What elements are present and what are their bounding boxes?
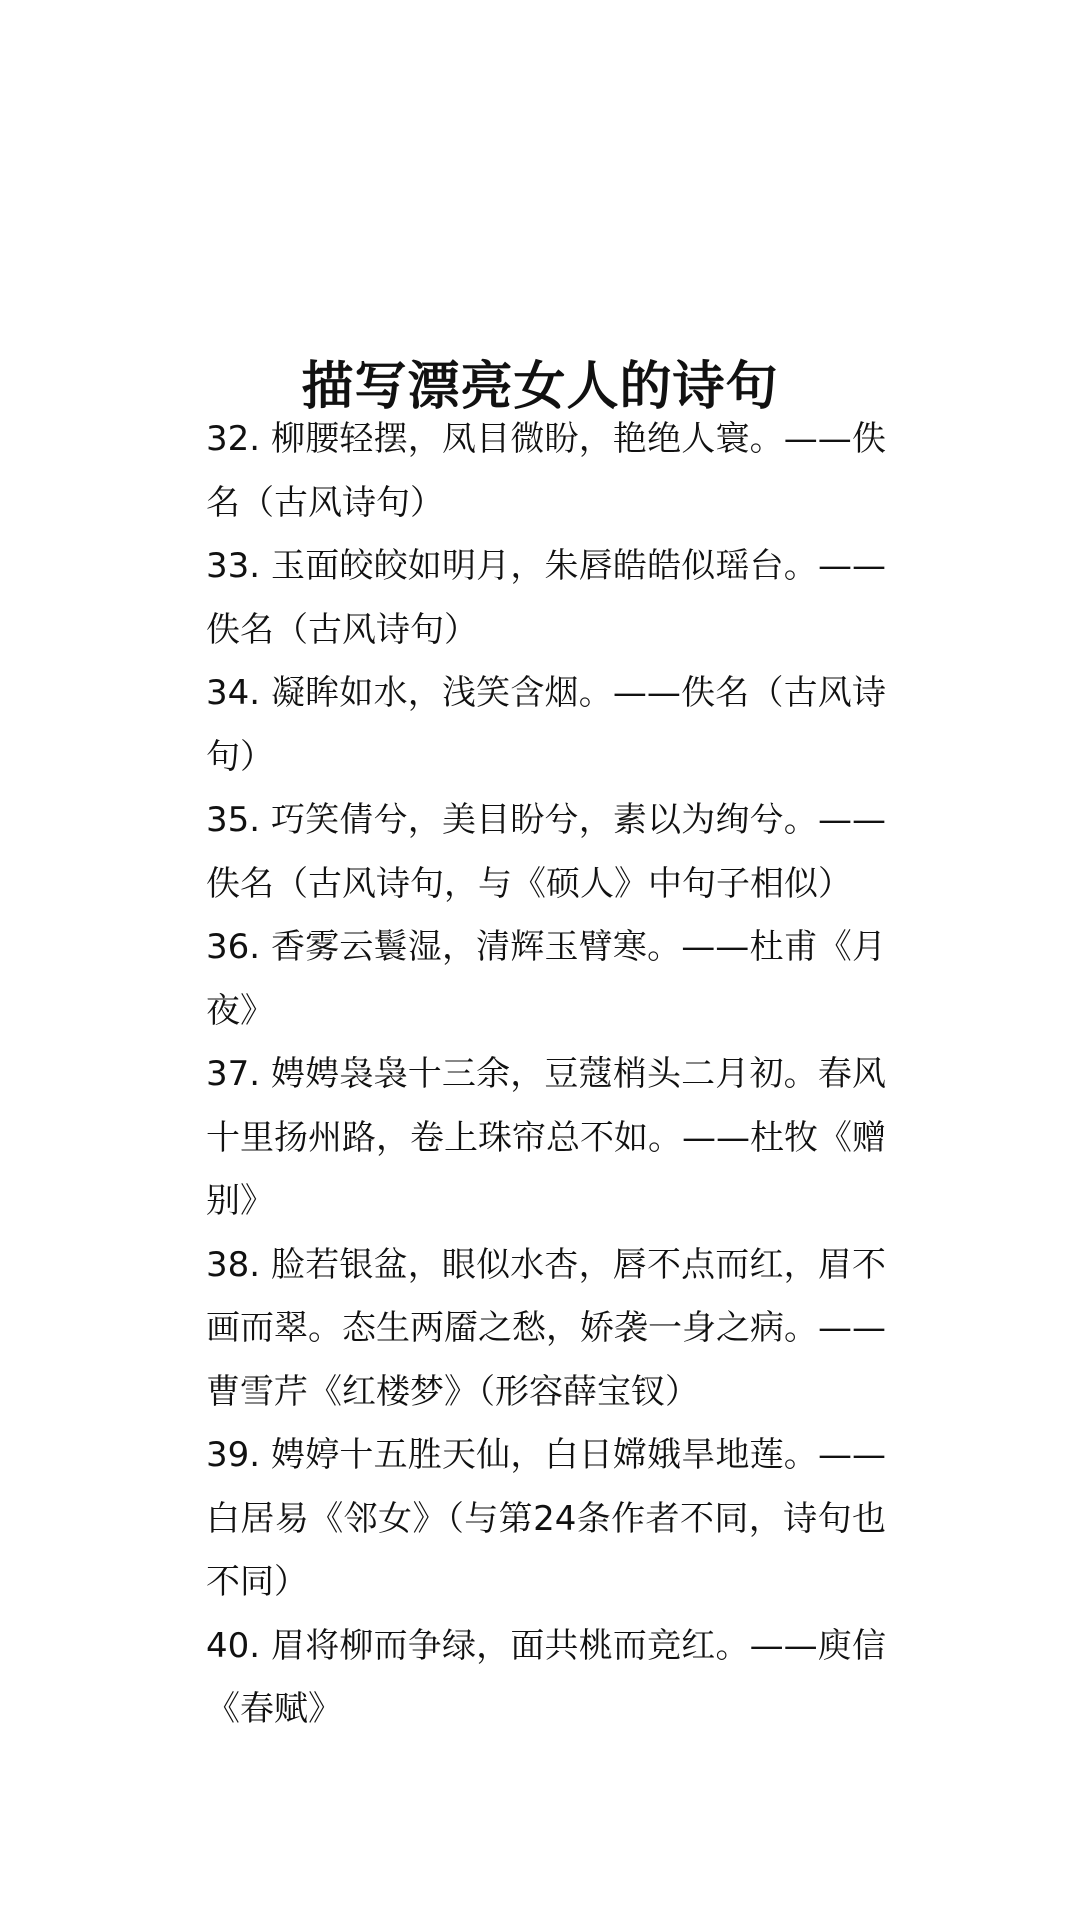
poem-item: 37. 娉娉袅袅十三余，豆蔻梢头二月初。春风十里扬州路，卷上珠帘总不如。——杜牧《赠别》 bbox=[206, 1054, 886, 1221]
poem-item: 33. 玉面皎皎如明月，朱唇皓皓似瑶台。——佚名（古风诗句） bbox=[206, 546, 886, 650]
poem-item: 36. 香雾云鬟湿，清辉玉臂寒。——杜甫《月夜》 bbox=[206, 927, 886, 1031]
poem-list bbox=[206, 408, 886, 1742]
poem-item: 35. 巧笑倩兮，美目盼兮，素以为绚兮。——佚名（古风诗句，与《硕人》中句子相似） bbox=[206, 800, 886, 904]
poem-item: 38. 脸若银盆，眼似水杏，唇不点而红，眉不画而翠。态生两靥之愁，娇袭一身之病。——曹雪芹《红楼梦》（形容薛宝钗） bbox=[206, 1244, 886, 1412]
poem-item: 34. 凝眸如水，浅笑含烟。——佚名（古风诗句） bbox=[206, 673, 886, 777]
poem-item: 40. 眉将柳而争绿，面共桃而竞红。——庾信《春赋》 bbox=[206, 1625, 886, 1729]
poem-item: 39. 娉婷十五胜天仙，白日嫦娥旱地莲。——白居易《邻女》（与第24条作者不同，诗句也不同） bbox=[206, 1435, 886, 1602]
poem-item: 32. 柳腰轻摆，凤目微盼，艳绝人寰。——佚名（古风诗句） bbox=[206, 419, 886, 523]
page-title: 描写漂亮女人的诗句 bbox=[301, 356, 779, 417]
